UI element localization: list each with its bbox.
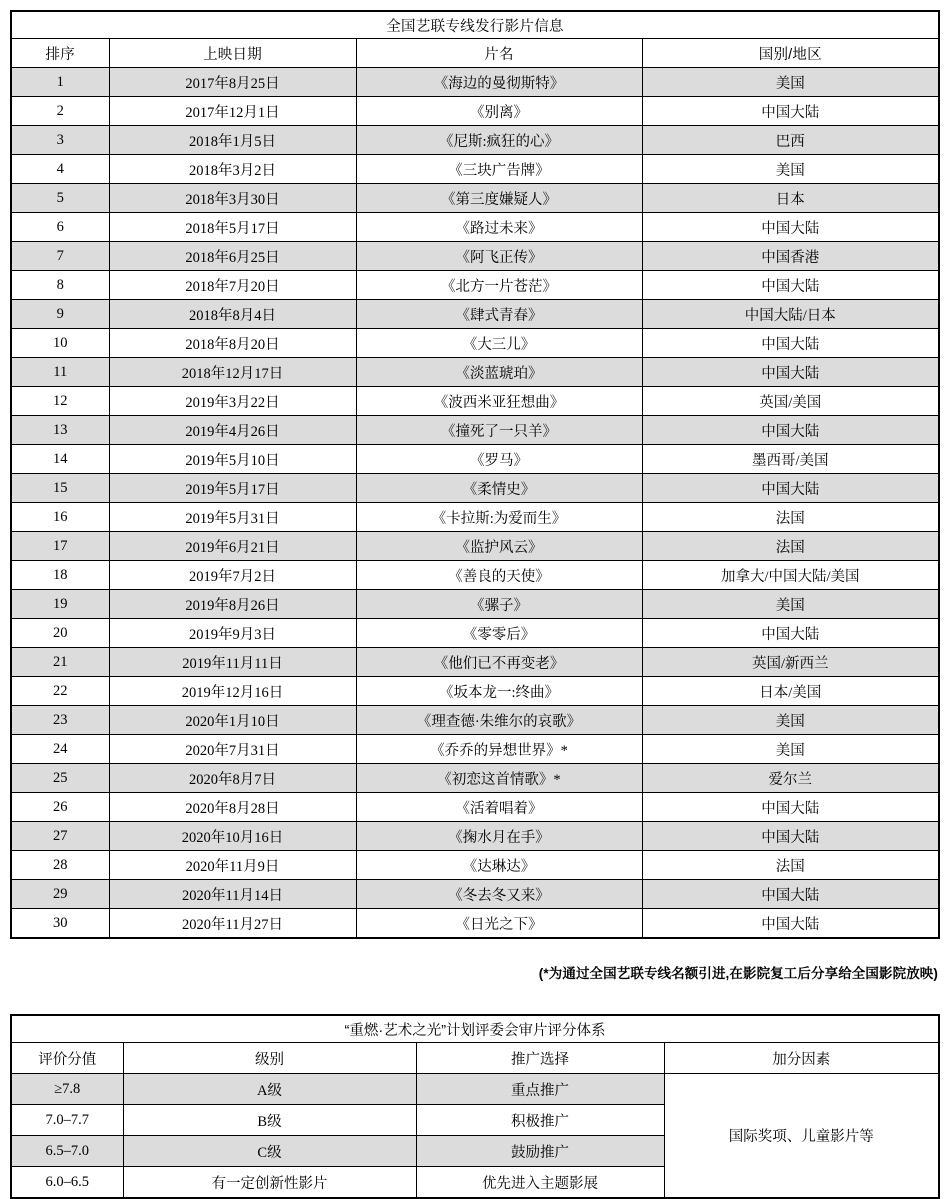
score-promotion: 重点推广 [416, 1074, 664, 1105]
row-country: 日本 [642, 184, 939, 213]
row-date: 2019年11月11日 [109, 648, 356, 677]
row-film-name: 《阿飞正传》 [356, 242, 642, 271]
row-index: 30 [11, 909, 109, 939]
row-index: 24 [11, 735, 109, 764]
row-date: 2018年5月17日 [109, 213, 356, 242]
film-table-title: 全国艺联专线发行影片信息 [11, 11, 939, 39]
row-date: 2019年8月26日 [109, 590, 356, 619]
table-row [11, 619, 939, 648]
row-index: 18 [11, 561, 109, 590]
score-range: 6.0–6.5 [11, 1167, 123, 1199]
row-date: 2019年5月31日 [109, 503, 356, 532]
row-country: 中国大陆 [642, 97, 939, 126]
row-country: 中国大陆 [642, 474, 939, 503]
row-country: 法国 [642, 532, 939, 561]
column-header-level: 级别 [123, 1043, 416, 1074]
row-index: 20 [11, 619, 109, 648]
table-row [11, 474, 939, 503]
row-date: 2019年4月26日 [109, 416, 356, 445]
bonus-factor: 国际奖项、儿童影片等 [664, 1074, 939, 1199]
row-country: 中国香港 [642, 242, 939, 271]
row-film-name: 《冬去冬又来》 [356, 880, 642, 909]
column-header-promotion: 推广选择 [416, 1043, 664, 1074]
table-row [11, 300, 939, 329]
table-row [11, 387, 939, 416]
row-film-name: 《罗马》 [356, 445, 642, 474]
row-film-name: 《撞死了一只羊》 [356, 416, 642, 445]
row-date: 2020年1月10日 [109, 706, 356, 735]
row-film-name: 《活着唱着》 [356, 793, 642, 822]
row-date: 2018年8月4日 [109, 300, 356, 329]
row-index: 7 [11, 242, 109, 271]
row-country: 日本/美国 [642, 677, 939, 706]
row-film-name: 《骡子》 [356, 590, 642, 619]
column-header-country: 国别/地区 [642, 39, 939, 68]
row-index: 29 [11, 880, 109, 909]
row-country: 美国 [642, 68, 939, 97]
row-index: 13 [11, 416, 109, 445]
column-header-name: 片名 [356, 39, 642, 68]
row-index: 11 [11, 358, 109, 387]
score-table-title: “重燃·艺术之光”计划评委会审片评分体系 [11, 1015, 939, 1043]
column-header-bonus: 加分因素 [664, 1043, 939, 1074]
row-film-name: 《乔乔的异想世界》* [356, 735, 642, 764]
film-table-title-row [11, 11, 939, 39]
row-film-name: 《别离》 [356, 97, 642, 126]
table-row [11, 503, 939, 532]
score-level: A级 [123, 1074, 416, 1105]
row-index: 28 [11, 851, 109, 880]
row-country: 墨西哥/美国 [642, 445, 939, 474]
score-promotion: 鼓励推广 [416, 1136, 664, 1167]
row-date: 2020年11月9日 [109, 851, 356, 880]
row-index: 3 [11, 126, 109, 155]
score-range: ≥7.8 [11, 1074, 123, 1105]
row-country: 加拿大/中国大陆/美国 [642, 561, 939, 590]
table-row [11, 126, 939, 155]
table-row [11, 648, 939, 677]
table-row [11, 532, 939, 561]
row-film-name: 《波西米亚狂想曲》 [356, 387, 642, 416]
row-film-name: 《初恋这首情歌》* [356, 764, 642, 793]
row-film-name: 《肆式青春》 [356, 300, 642, 329]
row-country: 美国 [642, 155, 939, 184]
row-index: 6 [11, 213, 109, 242]
row-country: 美国 [642, 706, 939, 735]
row-film-name: 《海边的曼彻斯特》 [356, 68, 642, 97]
column-header-score: 评价分值 [11, 1043, 123, 1074]
row-film-name: 《日光之下》 [356, 909, 642, 939]
score-level: C级 [123, 1136, 416, 1167]
row-index: 21 [11, 648, 109, 677]
score-table-title-row [11, 1015, 939, 1043]
row-country: 中国大陆 [642, 329, 939, 358]
row-film-name: 《监护风云》 [356, 532, 642, 561]
row-index: 26 [11, 793, 109, 822]
row-film-name: 《卡拉斯:为爱而生》 [356, 503, 642, 532]
row-date: 2020年10月16日 [109, 822, 356, 851]
row-country: 中国大陆 [642, 822, 939, 851]
score-promotion: 优先进入主题影展 [416, 1167, 664, 1199]
table-row [11, 851, 939, 880]
row-film-name: 《第三度嫌疑人》 [356, 184, 642, 213]
row-date: 2020年8月7日 [109, 764, 356, 793]
row-date: 2019年5月17日 [109, 474, 356, 503]
table-row [11, 561, 939, 590]
row-country: 法国 [642, 851, 939, 880]
row-date: 2020年7月31日 [109, 735, 356, 764]
column-header-index: 排序 [11, 39, 109, 68]
row-film-name: 《柔情史》 [356, 474, 642, 503]
row-index: 4 [11, 155, 109, 184]
score-promotion: 积极推广 [416, 1105, 664, 1136]
table-row [11, 97, 939, 126]
row-country: 爱尔兰 [642, 764, 939, 793]
row-index: 22 [11, 677, 109, 706]
row-date: 2018年1月5日 [109, 126, 356, 155]
row-index: 9 [11, 300, 109, 329]
row-film-name: 《理查德·朱维尔的哀歌》 [356, 706, 642, 735]
row-date: 2019年12月16日 [109, 677, 356, 706]
row-date: 2018年3月2日 [109, 155, 356, 184]
row-country: 中国大陆 [642, 416, 939, 445]
row-date: 2018年8月20日 [109, 329, 356, 358]
table-row [11, 68, 939, 97]
table-row [11, 358, 939, 387]
row-film-name: 《路过未来》 [356, 213, 642, 242]
row-index: 16 [11, 503, 109, 532]
row-film-name: 《尼斯:疯狂的心》 [356, 126, 642, 155]
table-row [11, 822, 939, 851]
row-film-name: 《大三儿》 [356, 329, 642, 358]
row-country: 法国 [642, 503, 939, 532]
score-system-table-wrapper [10, 1014, 938, 1199]
table-row [11, 880, 939, 909]
row-date: 2017年12月1日 [109, 97, 356, 126]
score-table-row [11, 1074, 939, 1105]
row-film-name: 《淡蓝琥珀》 [356, 358, 642, 387]
table-row [11, 764, 939, 793]
row-index: 15 [11, 474, 109, 503]
row-index: 27 [11, 822, 109, 851]
table-row [11, 271, 939, 300]
row-country: 中国大陆 [642, 619, 939, 648]
row-date: 2018年7月20日 [109, 271, 356, 300]
score-system-table [10, 1014, 940, 1199]
score-level: 有一定创新性影片 [123, 1167, 416, 1199]
row-film-name: 《北方一片苍茫》 [356, 271, 642, 300]
row-date: 2019年7月2日 [109, 561, 356, 590]
row-date: 2017年8月25日 [109, 68, 356, 97]
row-date: 2018年3月30日 [109, 184, 356, 213]
film-info-table-wrapper [10, 10, 938, 939]
row-film-name: 《掬水月在手》 [356, 822, 642, 851]
row-index: 8 [11, 271, 109, 300]
film-info-table [10, 10, 940, 939]
row-film-name: 《他们已不再变老》 [356, 648, 642, 677]
row-date: 2020年11月27日 [109, 909, 356, 939]
table-row [11, 793, 939, 822]
row-film-name: 《零零后》 [356, 619, 642, 648]
row-country: 中国大陆 [642, 271, 939, 300]
row-country: 美国 [642, 735, 939, 764]
row-date: 2018年12月17日 [109, 358, 356, 387]
row-country: 中国大陆 [642, 880, 939, 909]
score-table-header-row [11, 1043, 939, 1074]
row-date: 2019年6月21日 [109, 532, 356, 561]
row-country: 英国/美国 [642, 387, 939, 416]
row-date: 2018年6月25日 [109, 242, 356, 271]
row-country: 英国/新西兰 [642, 648, 939, 677]
row-index: 19 [11, 590, 109, 619]
row-index: 14 [11, 445, 109, 474]
row-index: 1 [11, 68, 109, 97]
row-country: 中国大陆 [642, 213, 939, 242]
film-table-footnote: (*为通过全国艺联专线名额引进,在影院复工后分享给全国影院放映) [538, 966, 938, 981]
row-date: 2020年11月14日 [109, 880, 356, 909]
row-date: 2020年8月28日 [109, 793, 356, 822]
row-country: 中国大陆 [642, 358, 939, 387]
column-header-date: 上映日期 [109, 39, 356, 68]
table-row [11, 735, 939, 764]
row-index: 17 [11, 532, 109, 561]
score-range: 6.5–7.0 [11, 1136, 123, 1167]
row-country: 巴西 [642, 126, 939, 155]
table-row [11, 329, 939, 358]
table-row [11, 242, 939, 271]
row-index: 2 [11, 97, 109, 126]
row-date: 2019年3月22日 [109, 387, 356, 416]
table-row [11, 590, 939, 619]
row-country: 中国大陆 [642, 909, 939, 939]
score-level: B级 [123, 1105, 416, 1136]
table-row [11, 184, 939, 213]
row-film-name: 《达琳达》 [356, 851, 642, 880]
row-date: 2019年9月3日 [109, 619, 356, 648]
row-index: 25 [11, 764, 109, 793]
table-row [11, 213, 939, 242]
table-row [11, 416, 939, 445]
row-country: 美国 [642, 590, 939, 619]
row-film-name: 《三块广告牌》 [356, 155, 642, 184]
table-row [11, 706, 939, 735]
table-row [11, 677, 939, 706]
row-index: 5 [11, 184, 109, 213]
row-film-name: 《坂本龙一:终曲》 [356, 677, 642, 706]
table-row [11, 909, 939, 939]
row-index: 23 [11, 706, 109, 735]
film-table-header-row [11, 39, 939, 68]
score-range: 7.0–7.7 [11, 1105, 123, 1136]
row-date: 2019年5月10日 [109, 445, 356, 474]
row-index: 12 [11, 387, 109, 416]
row-country: 中国大陆/日本 [642, 300, 939, 329]
row-country: 中国大陆 [642, 793, 939, 822]
table-row [11, 445, 939, 474]
row-index: 10 [11, 329, 109, 358]
row-film-name: 《善良的天使》 [356, 561, 642, 590]
table-row [11, 155, 939, 184]
